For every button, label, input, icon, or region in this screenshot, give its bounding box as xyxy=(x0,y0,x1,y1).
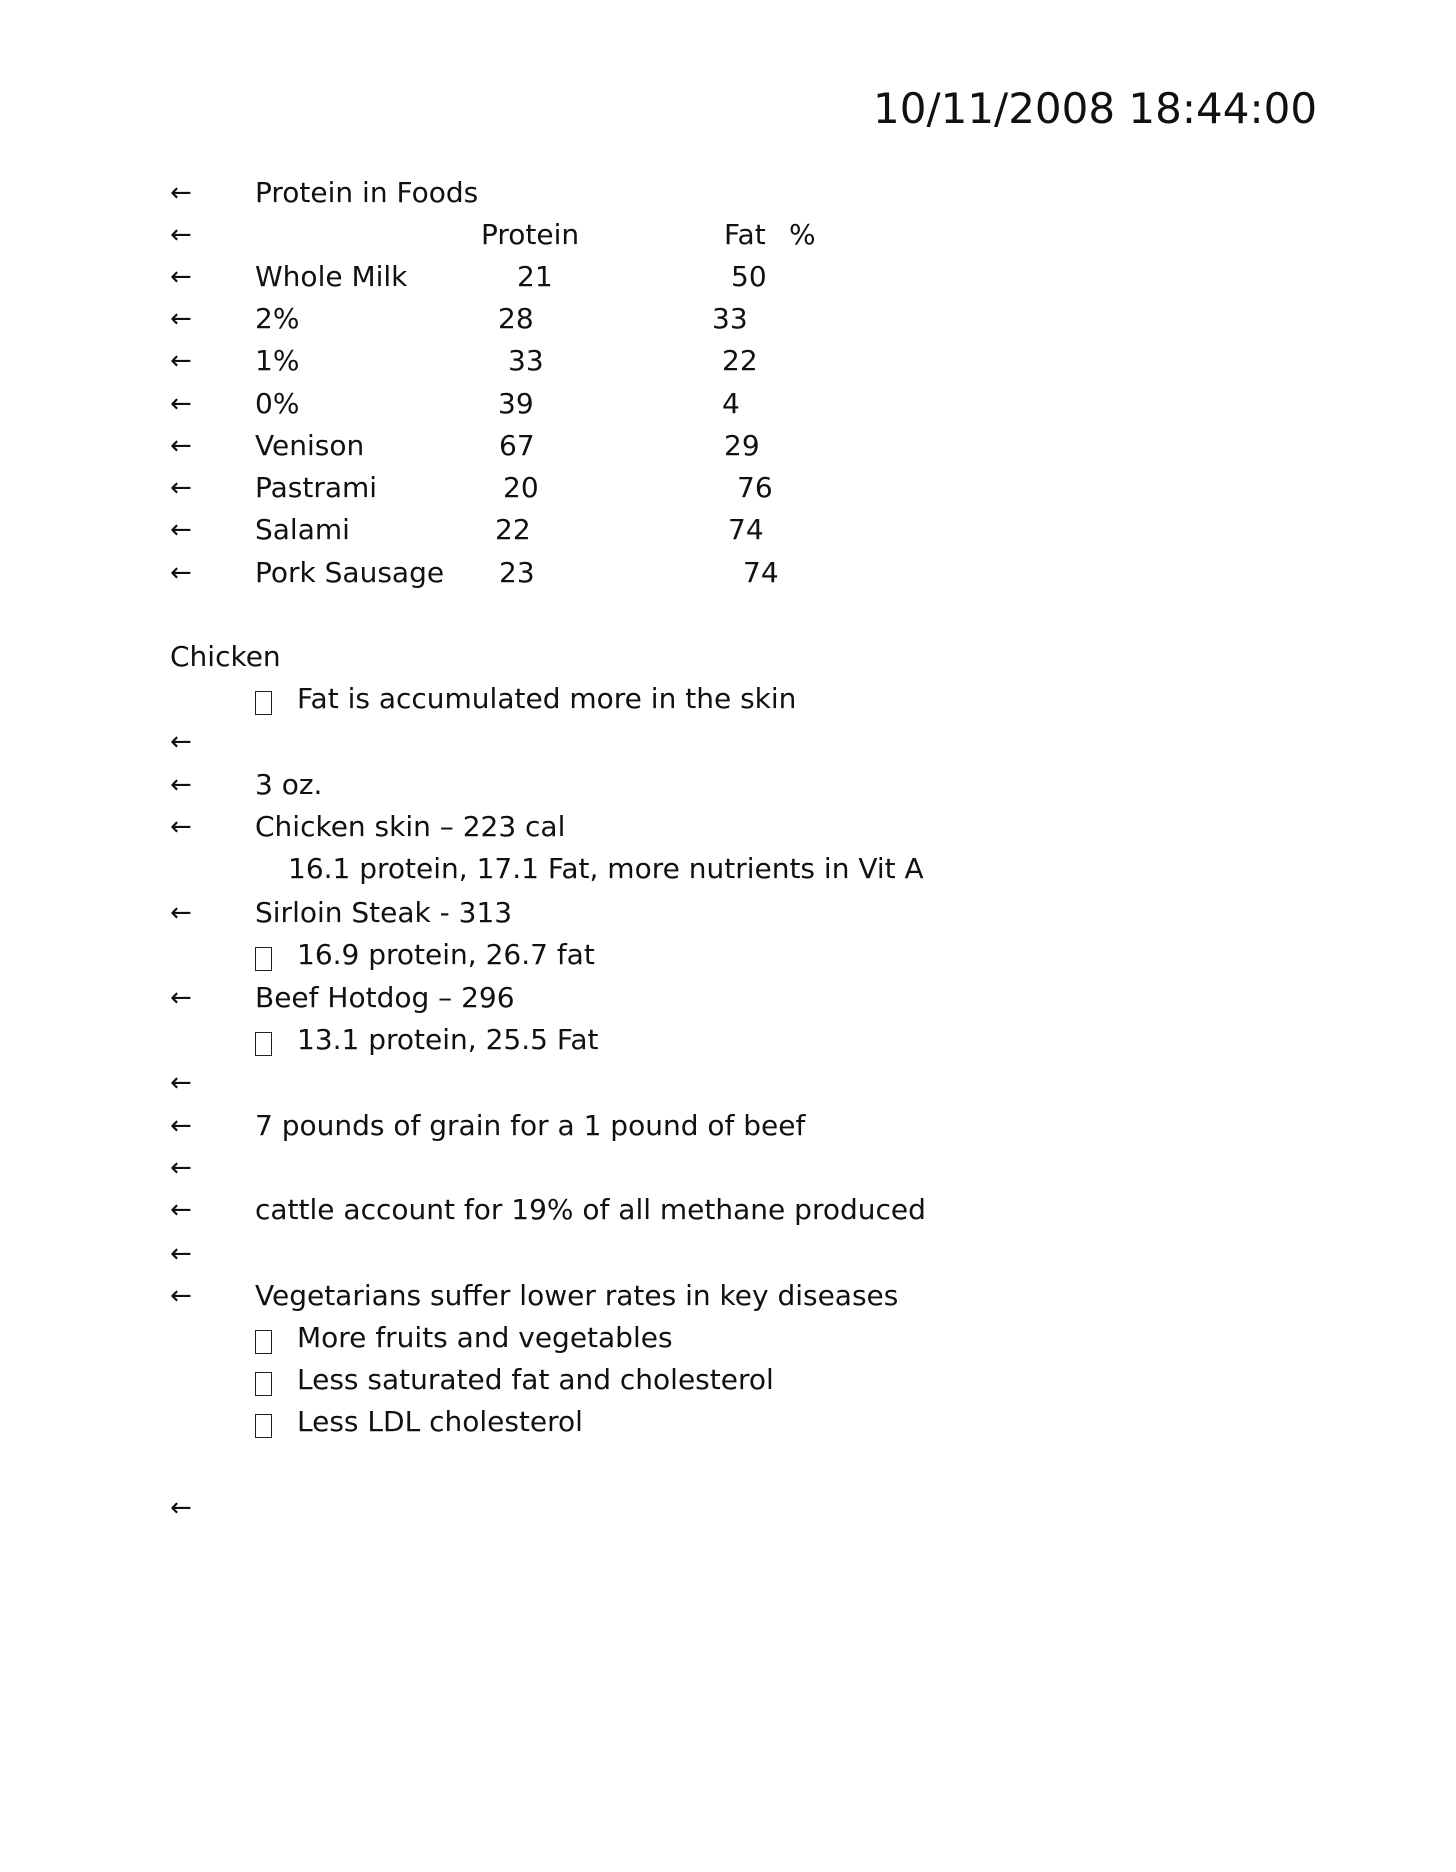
food-name: 1% xyxy=(255,344,300,377)
bullet-box-icon xyxy=(255,1032,272,1056)
methane-fact: cattle account for 19% of all methane produced xyxy=(255,1193,926,1226)
arrow-marker: ← xyxy=(170,1239,192,1269)
food-name: 0% xyxy=(255,387,300,420)
protein-value: 67 xyxy=(499,429,535,462)
arrow-marker: ← xyxy=(170,812,192,842)
bullet-box-icon xyxy=(255,947,272,971)
header-fat: Fat xyxy=(724,218,766,251)
vegetarian-bullet: Less LDL cholesterol xyxy=(297,1405,583,1438)
food-name: Pork Sausage xyxy=(255,556,445,589)
sirloin-title: Sirloin Steak - 313 xyxy=(255,896,513,929)
arrow-marker: ← xyxy=(170,346,192,376)
arrow-marker: ← xyxy=(170,262,192,292)
protein-value: 20 xyxy=(503,471,539,504)
protein-value: 23 xyxy=(499,556,535,589)
protein-value: 22 xyxy=(495,513,531,546)
arrow-marker: ← xyxy=(170,770,192,800)
fat-value: 33 xyxy=(712,302,748,335)
portion-size: 3 oz. xyxy=(255,768,323,801)
protein-value: 33 xyxy=(508,344,544,377)
bullet-box-icon xyxy=(255,691,272,715)
arrow-marker: ← xyxy=(170,473,192,503)
arrow-marker: ← xyxy=(170,558,192,588)
food-name: Venison xyxy=(255,429,365,462)
hotdog-title: Beef Hotdog – 296 xyxy=(255,981,515,1014)
arrow-marker: ← xyxy=(170,1195,192,1225)
protein-value: 28 xyxy=(498,302,534,335)
fat-value: 74 xyxy=(728,513,764,546)
fat-value: 29 xyxy=(724,429,760,462)
header-protein: Protein xyxy=(481,218,580,251)
arrow-marker: ← xyxy=(170,1281,192,1311)
fat-value: 4 xyxy=(722,387,740,420)
arrow-marker: ← xyxy=(170,1153,192,1183)
food-name: 2% xyxy=(255,302,300,335)
table-title: Protein in Foods xyxy=(255,176,479,209)
arrow-marker: ← xyxy=(170,304,192,334)
hotdog-detail: 13.1 protein, 25.5 Fat xyxy=(297,1023,599,1056)
arrow-marker: ← xyxy=(170,515,192,545)
sirloin-detail: 16.9 protein, 26.7 fat xyxy=(297,938,595,971)
grain-fact: 7 pounds of grain for a 1 pound of beef xyxy=(255,1109,806,1142)
page-timestamp: 10/11/2008 18:44:00 xyxy=(873,84,1318,133)
arrow-marker: ← xyxy=(170,727,192,757)
fat-value: 22 xyxy=(722,344,758,377)
vegetarian-bullet: Less saturated fat and cholesterol xyxy=(297,1363,774,1396)
chicken-skin-detail: 16.1 protein, 17.1 Fat, more nutrients in Vit A xyxy=(288,852,924,885)
arrow-marker: ← xyxy=(170,220,192,250)
protein-value: 21 xyxy=(517,260,553,293)
food-name: Pastrami xyxy=(255,471,378,504)
chicken-heading: Chicken xyxy=(170,640,281,673)
chicken-skin-title: Chicken skin – 223 cal xyxy=(255,810,566,843)
arrow-marker: ← xyxy=(170,983,192,1013)
vegetarian-bullet: More fruits and vegetables xyxy=(297,1321,673,1354)
vegetarians-title: Vegetarians suffer lower rates in key diseases xyxy=(255,1279,899,1312)
fat-value: 76 xyxy=(737,471,773,504)
bullet-box-icon xyxy=(255,1330,272,1354)
arrow-marker: ← xyxy=(170,1111,192,1141)
protein-value: 39 xyxy=(498,387,534,420)
arrow-marker: ← xyxy=(170,178,192,208)
arrow-marker: ← xyxy=(170,389,192,419)
fat-value: 74 xyxy=(743,556,779,589)
arrow-marker: ← xyxy=(170,431,192,461)
food-name: Salami xyxy=(255,513,350,546)
fat-value: 50 xyxy=(731,260,767,293)
bullet-box-icon xyxy=(255,1372,272,1396)
chicken-bullet: Fat is accumulated more in the skin xyxy=(297,682,797,715)
arrow-marker: ← xyxy=(170,1068,192,1098)
food-name: Whole Milk xyxy=(255,260,408,293)
arrow-marker: ← xyxy=(170,1493,192,1523)
arrow-marker: ← xyxy=(170,898,192,928)
bullet-box-icon xyxy=(255,1414,272,1438)
header-percent: % xyxy=(789,218,816,251)
